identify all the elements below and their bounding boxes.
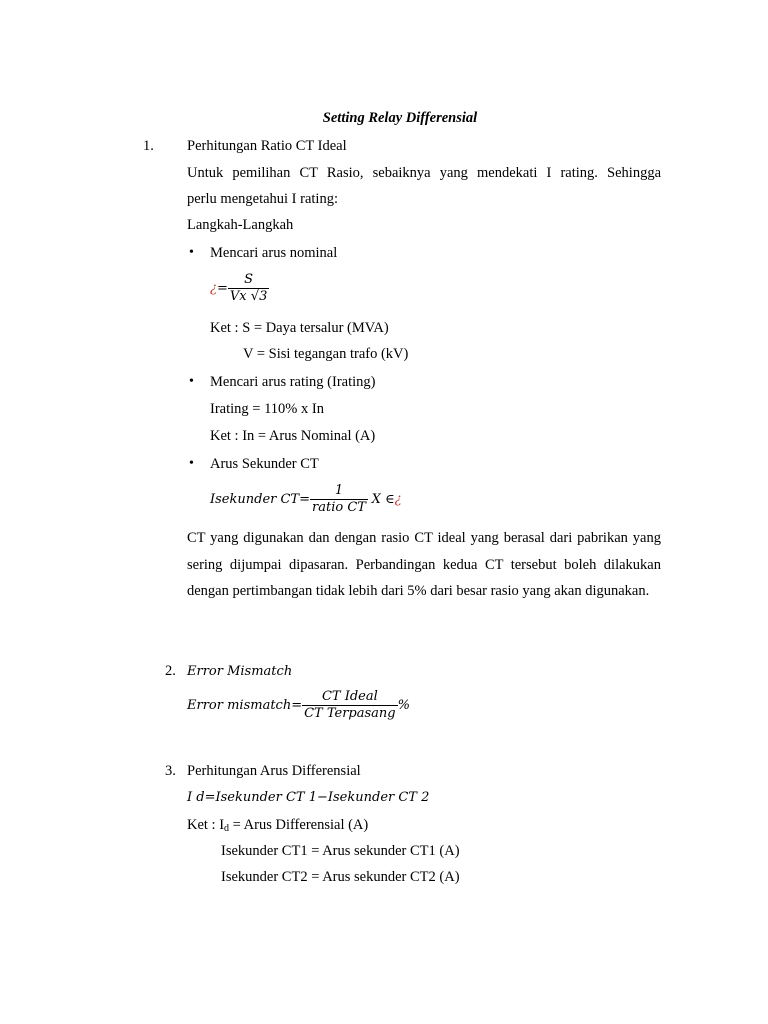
section-3-line-3: Isekunder CT2 = Arus sekunder CT2 (A) bbox=[221, 869, 460, 885]
error-mismatch-formula bbox=[187, 689, 410, 722]
section-1-heading: Perhitungan Ratio CT Ideal bbox=[187, 138, 347, 154]
bullet-3-text: Arus Sekunder CT bbox=[210, 456, 319, 472]
bullet-marker: • bbox=[189, 456, 194, 471]
differential-current-formula: I d=Isekunder CT 1−Isekunder CT 2 bbox=[187, 790, 430, 805]
formula-denominator: CT Terpasang bbox=[304, 706, 396, 721]
formula-numerator: 1 bbox=[310, 483, 368, 500]
formula-lhs: Isekunder CT bbox=[210, 491, 300, 507]
formula-fraction bbox=[302, 689, 398, 722]
section-1-para-line2: perlu mengetahui I rating: bbox=[187, 191, 338, 207]
bullet-marker: • bbox=[189, 374, 194, 389]
bullet-1-text: Mencari arus nominal bbox=[210, 245, 338, 261]
formula-den-v: Vx bbox=[229, 289, 247, 304]
section-3-line-2: Isekunder CT1 = Arus sekunder CT1 (A) bbox=[221, 843, 460, 859]
bullet-2-line-1: Irating = 110% x In bbox=[210, 401, 324, 417]
ket-subscript: d bbox=[224, 823, 230, 834]
section-1-para-line1: Untuk pemilihan CT Rasio, sebaiknya yang mendekati I rating. Sehingga bbox=[187, 165, 661, 181]
formula-lhs: ¿ bbox=[210, 280, 217, 296]
nominal-current-formula bbox=[210, 272, 269, 305]
bullet-1-ket-1: Ket : S = Daya tersalur (MVA) bbox=[210, 320, 389, 336]
formula-rhs-red: ¿ bbox=[394, 491, 402, 507]
sqrt-symbol: √ bbox=[250, 289, 260, 304]
formula-eq: = bbox=[299, 491, 311, 507]
formula-fraction bbox=[310, 483, 368, 516]
ket-prefix: Ket : I bbox=[187, 817, 225, 833]
formula-rhs: X ∈ bbox=[371, 491, 395, 507]
bullet-1-ket-2: V = Sisi tegangan trafo (kV) bbox=[243, 346, 409, 362]
formula-denominator bbox=[228, 289, 269, 305]
formula-unit: % bbox=[397, 697, 410, 713]
formula-den-root: 3 bbox=[259, 289, 268, 304]
section-2-heading: Error Mismatch bbox=[187, 664, 293, 679]
formula-lhs: Error mismatch bbox=[187, 697, 292, 713]
ket-rest: = Arus Differensial (A) bbox=[229, 817, 369, 833]
section-1-closing-paragraph: CT yang digunakan dan dengan rasio CT ideal yang berasal dari pabrikan yang sering dijumpai dipasaran. Perbandingan kedua CT tersebut boleh dilakukan dengan pertimbangan tidak lebih dari 5% dari besar rasio yang akan digunakan. bbox=[187, 530, 661, 599]
bullet-2-line-2: Ket : In = Arus Nominal (A) bbox=[210, 428, 376, 444]
formula-eq: = bbox=[291, 697, 303, 713]
formula-numerator: S bbox=[228, 272, 269, 289]
document-title: Setting Relay Differensial bbox=[322, 110, 478, 126]
formula-numerator: CT Ideal bbox=[302, 689, 398, 706]
secondary-current-formula bbox=[210, 483, 402, 516]
section-3-ket bbox=[187, 817, 368, 834]
section-3-heading: Perhitungan Arus Differensial bbox=[187, 763, 361, 779]
formula-denominator: ratio CT bbox=[312, 500, 366, 515]
section-1-number: 1. bbox=[143, 138, 154, 154]
formula-eq: = bbox=[216, 280, 228, 296]
section-2-number: 2. bbox=[165, 663, 176, 679]
bullet-2-text: Mencari arus rating (Irating) bbox=[210, 374, 376, 390]
steps-label: Langkah-Langkah bbox=[187, 217, 294, 233]
bullet-marker: • bbox=[189, 245, 194, 260]
formula-fraction bbox=[228, 272, 269, 305]
section-3-number: 3. bbox=[165, 763, 176, 779]
